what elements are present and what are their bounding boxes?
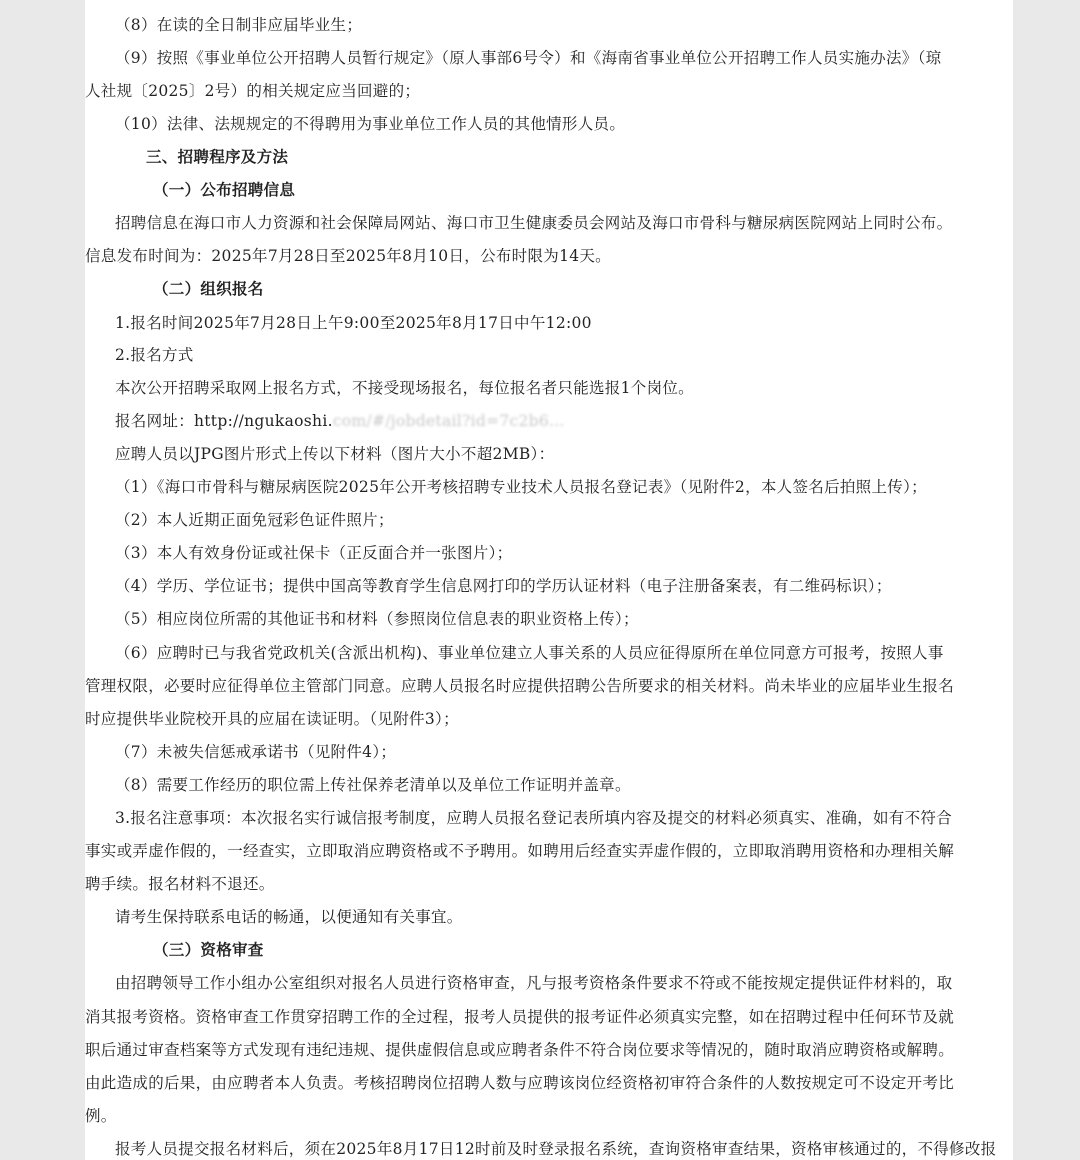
- clause-8: （8）在读的全日制非应届毕业生；: [115, 16, 363, 34]
- clause-9: （9）按照《事业单位公开招聘人员暂行规定》（原人事部6号令）和《海南省事业单位公开招聘工作人员实施办法》（琼: [115, 49, 942, 67]
- material-item-6-cont: 时应提供毕业院校开具的应届在读证明。（见附件3）；: [85, 710, 459, 728]
- registration-notes-cont: 事实或弄虚作假的，一经查实，立即取消应聘资格或不予聘用。如聘用后经查实弄虚作假的，立即取消聘用资格和办理相关解: [85, 842, 955, 860]
- registration-url: [115, 411, 1043, 431]
- paragraph: 应聘人员以JPG图片形式上传以下材料（图片大小不超2MB）：: [115, 445, 555, 463]
- material-item-8: （8）需要工作经历的职位需上传社保养老清单以及单位工作证明并盖章。: [115, 776, 631, 794]
- section-heading-3: 三、招聘程序及方法: [146, 147, 289, 166]
- subsection-heading-1: （一）公布招聘信息: [153, 180, 296, 199]
- registration-notes-cont: 聘手续。报名材料不退还。: [85, 875, 275, 893]
- paragraph: 由招聘领导工作小组办公室组织对报名人员进行资格审查，凡与报考资格条件要求不符或不能按规定提供证件材料的，取: [115, 974, 953, 992]
- material-item-6: （6）应聘时已与我省党政机关(含派出机构)、事业单位建立人事关系的人员应征得原所在单位同意方可报考，按照人事: [115, 644, 944, 662]
- material-item-2: （2）本人近期正面免冠彩色证件照片；: [115, 511, 394, 529]
- paragraph: 本次公开招聘采取网上报名方式，不接受现场报名，每位报名者只能选报1个岗位。: [115, 379, 694, 397]
- registration-url-blurred: com/#/jobdetail?id=7c2b6...: [332, 412, 565, 430]
- registration-url-label: 报名网址：http://ngukaoshi.: [115, 412, 333, 430]
- document-page: [85, 0, 1013, 1160]
- material-item-6-cont: 管理权限，必要时应征得单位主管部门同意。应聘人员报名时应提供招聘公告所要求的相关材料。尚未毕业的应届毕业生报名: [85, 677, 955, 695]
- material-item-4: （4）学历、学位证书；提供中国高等教育学生信息网打印的学历认证材料（电子注册备案表，有二维码标识）；: [115, 577, 892, 595]
- registration-method-heading: 2.报名方式: [115, 346, 194, 364]
- paragraph-cont: 职后通过审查档案等方式发现有违纪违规、提供虚假信息或应聘者条件不符合岗位要求等情况的，随时取消应聘资格或解聘。: [85, 1041, 955, 1059]
- paragraph: 信息发布时间为：2025年7月28日至2025年8月10日，公布时限为14天。: [85, 247, 611, 265]
- material-item-1: （1）《海口市骨科与糖尿病医院2025年公开考核招聘专业技术人员报名登记表》（见附件2，本人签名后拍照上传）；: [115, 478, 927, 496]
- clause-9-cont: 人社规〔2025〕2号）的相关规定应当回避的；: [85, 82, 421, 100]
- clause-10: （10）法律、法规规定的不得聘用为事业单位工作人员的其他情形人员。: [115, 115, 626, 133]
- material-item-3: （3）本人有效身份证或社保卡（正反面合并一张图片）；: [115, 544, 513, 562]
- paragraph: 招聘信息在海口市人力资源和社会保障局网站、海口市卫生健康委员会网站及海口市骨科与糖尿病医院网站上同时公布。: [115, 214, 953, 232]
- paragraph-cont: 消其报考资格。资格审查工作贯穿招聘工作的全过程，报考人员提供的报考证件必须真实完整，如在招聘过程中任何环节及就: [85, 1008, 955, 1026]
- subsection-heading-3: （三）资格审查: [153, 940, 264, 959]
- registration-time: 1.报名时间2025年7月28日上午9:00至2025年8月17日中午12:00: [115, 314, 592, 332]
- material-item-7: （7）未被失信惩戒承诺书（见附件4）；: [115, 743, 397, 761]
- paragraph: 报考人员提交报名材料后，须在2025年8月17日12时前及时登录报名系统，查询资格审查结果，资格审核通过的，不得修改报: [115, 1140, 997, 1158]
- registration-notes: 3.报名注意事项：本次报名实行诚信报考制度，应聘人员报名登记表所填内容及提交的材料必须真实、准确，如有不符合: [115, 809, 952, 827]
- paragraph-cont: 由此造成的后果，由应聘者本人负责。考核招聘岗位招聘人数与应聘该岗位经资格初审符合条件的人数按规定可不设定开考比: [85, 1074, 955, 1092]
- paragraph-cont: 例。: [85, 1107, 117, 1125]
- paragraph: 请考生保持联系电话的畅通，以便通知有关事宜。: [115, 908, 463, 926]
- material-item-5: （5）相应岗位所需的其他证书和材料（参照岗位信息表的职业资格上传）；: [115, 610, 639, 628]
- subsection-heading-2: （二）组织报名: [153, 279, 264, 298]
